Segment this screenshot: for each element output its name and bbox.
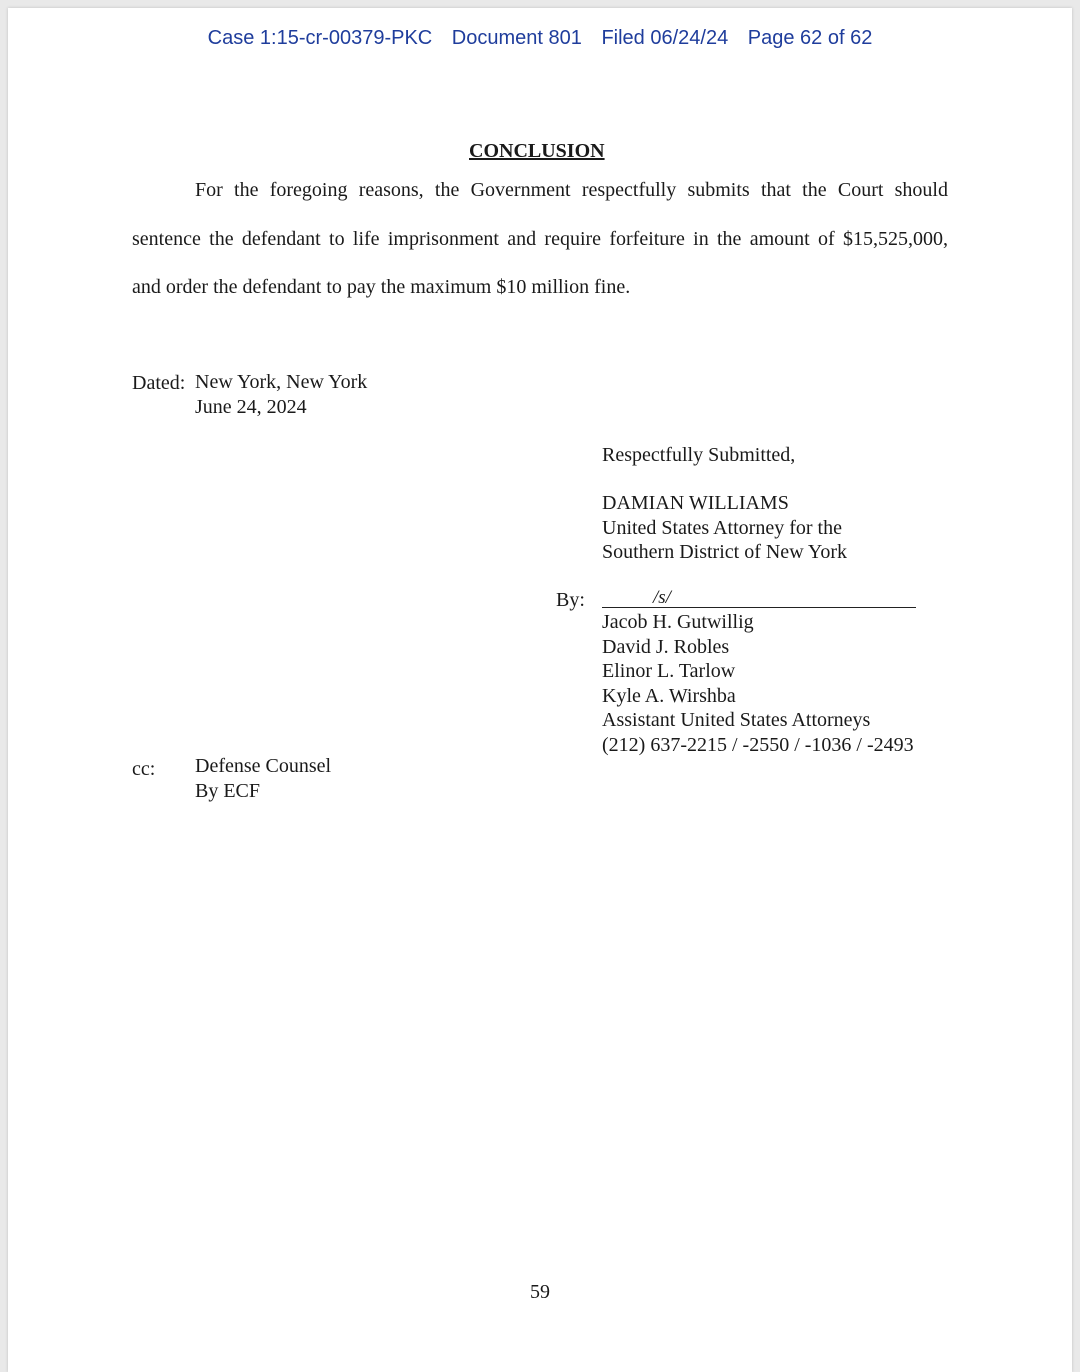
dated-date: June 24, 2024 <box>195 395 307 418</box>
document-page <box>8 8 1072 1372</box>
signer-phone: (212) 637-2215 / -2550 / -1036 / -2493 <box>602 733 914 756</box>
dated-label: Dated: <box>132 372 186 394</box>
dated-place: New York, New York <box>195 371 368 393</box>
document-number: Document 801 <box>451 27 582 49</box>
signer-2: David J. Robles <box>602 635 730 658</box>
attorney-title-1: United States Attorney for the <box>602 516 842 539</box>
signer-block <box>602 610 914 757</box>
cc-block <box>195 754 331 803</box>
attorney-block <box>602 491 847 565</box>
cc-recipient: Defense Counsel <box>195 755 332 777</box>
page-number: 59 <box>530 1281 550 1303</box>
signature-line <box>602 607 916 608</box>
signer-4: Kyle A. Wirshba <box>602 684 736 707</box>
closing: Respectfully Submitted, <box>602 444 796 466</box>
case-number: Case 1:15-cr-00379-PKC <box>207 27 433 49</box>
signer-role: Assistant United States Attorneys <box>602 709 871 731</box>
filed-date: Filed 06/24/24 <box>601 27 729 49</box>
body-line-2: sentence the defendant to life imprisonment and require forfeiture in the amount of $15,525,000, <box>132 228 948 250</box>
signer-1: Jacob H. Gutwillig <box>602 611 754 633</box>
body-line-1: For the foregoing reasons, the Government respectfully submits that the Court should <box>195 179 948 201</box>
attorney-title-2: Southern District of New York <box>602 541 847 563</box>
cc-label: cc: <box>132 758 156 780</box>
signer-3: Elinor L. Tarlow <box>602 660 736 682</box>
attorney-name: DAMIAN WILLIAMS <box>602 492 789 514</box>
body-line-3: and order the defendant to pay the maximum $10 million fine. <box>132 276 631 298</box>
dated-block <box>195 370 367 419</box>
ecf-header <box>0 27 1080 50</box>
section-title: CONCLUSION <box>469 140 605 162</box>
signature-mark: /s/ <box>653 587 671 608</box>
cc-method: By ECF <box>195 779 261 802</box>
page-count: Page 62 of 62 <box>747 27 873 49</box>
by-label: By: <box>556 589 585 611</box>
